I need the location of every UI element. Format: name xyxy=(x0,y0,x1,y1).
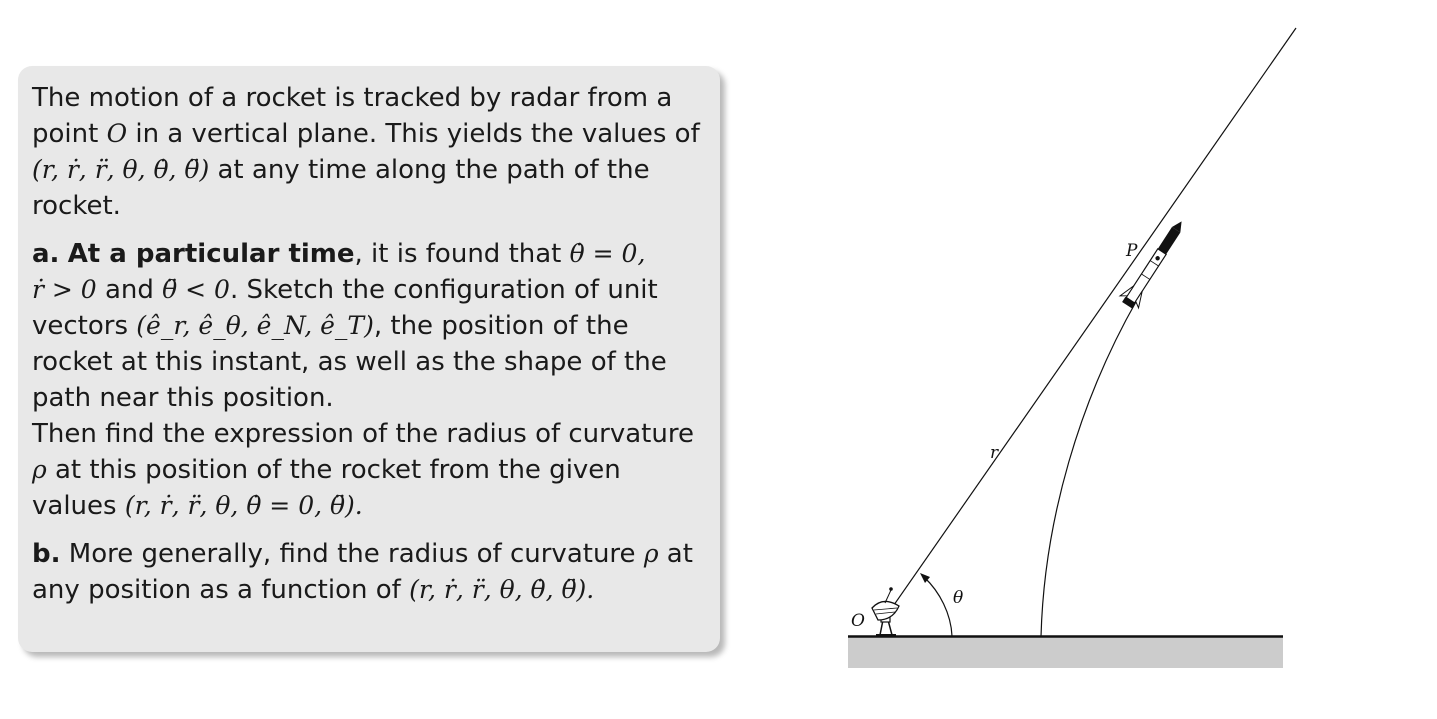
part-b-math-values: (r, ṙ, r̈, θ, θ̇, θ̈). xyxy=(409,575,595,604)
part-a-math-vectors: (ê_r, ê_θ, ê_N, ê_T) xyxy=(136,311,374,340)
part-b-text-2: at any position as a function of xyxy=(32,539,693,605)
part-a-text-2: and xyxy=(96,275,163,305)
rocket-icon xyxy=(1118,215,1191,311)
rocket-radar-figure xyxy=(760,0,1437,719)
part-a-math-cond2: ṙ > 0 xyxy=(32,275,97,304)
problem-statement-box xyxy=(18,66,720,652)
rocket-label: P xyxy=(1126,241,1138,261)
angle-label: θ xyxy=(953,588,964,608)
origin-label: O xyxy=(851,611,865,631)
part-a-math-cond3: θ̈ < 0 xyxy=(162,275,230,304)
rocket-path-curve xyxy=(1041,300,1137,637)
angle-arc xyxy=(924,577,952,636)
figure-svg xyxy=(760,0,1437,719)
part-b-text-1: More generally, find the radius of curvature xyxy=(60,539,644,569)
part-a-math-cond1: θ̇ = 0, xyxy=(569,239,646,268)
ground-slab xyxy=(848,637,1283,668)
radar-dish-icon xyxy=(872,587,899,635)
part-a-text-1: , it is found that xyxy=(354,239,570,269)
intro-math-values: (r, ṙ, r̈, θ, θ̇, θ̈) xyxy=(32,155,210,184)
part-b-math-rho: ρ xyxy=(643,539,659,568)
part-a-math-rho: ρ xyxy=(32,455,47,484)
part-b-paragraph xyxy=(32,536,706,608)
part-b-label: b. xyxy=(32,539,61,569)
intro-text-2: in a vertical plane. This yields the values of xyxy=(127,119,700,149)
part-a-math-given: (r, ṙ, r̈, θ, θ̇ = 0, θ̈). xyxy=(124,491,363,520)
part-a-followup-paragraph xyxy=(32,416,706,524)
part-a-paragraph xyxy=(32,236,706,416)
intro-math-origin: O xyxy=(106,119,128,148)
radius-label: r xyxy=(990,443,999,463)
part-a-label: a. xyxy=(32,239,60,269)
intro-text-1: The motion of a rocket is tracked by radar from a point xyxy=(32,83,673,149)
intro-text-3: at any time along the path of the rocket. xyxy=(32,155,650,221)
radial-line xyxy=(889,28,1296,612)
part-a-text-6: at this position of the rocket from the given values xyxy=(32,455,621,521)
part-a-text-5: Then find the expression of the radius of curvature xyxy=(32,419,694,449)
part-a-text-4: , the position of the rocket at this instant, as well as the shape of the path near this position. xyxy=(32,311,667,413)
part-a-text-3: . Sketch the configuration of unit vectors xyxy=(32,275,658,341)
part-a-bold-text: At a particular time xyxy=(67,239,355,269)
intro-paragraph xyxy=(32,80,706,224)
